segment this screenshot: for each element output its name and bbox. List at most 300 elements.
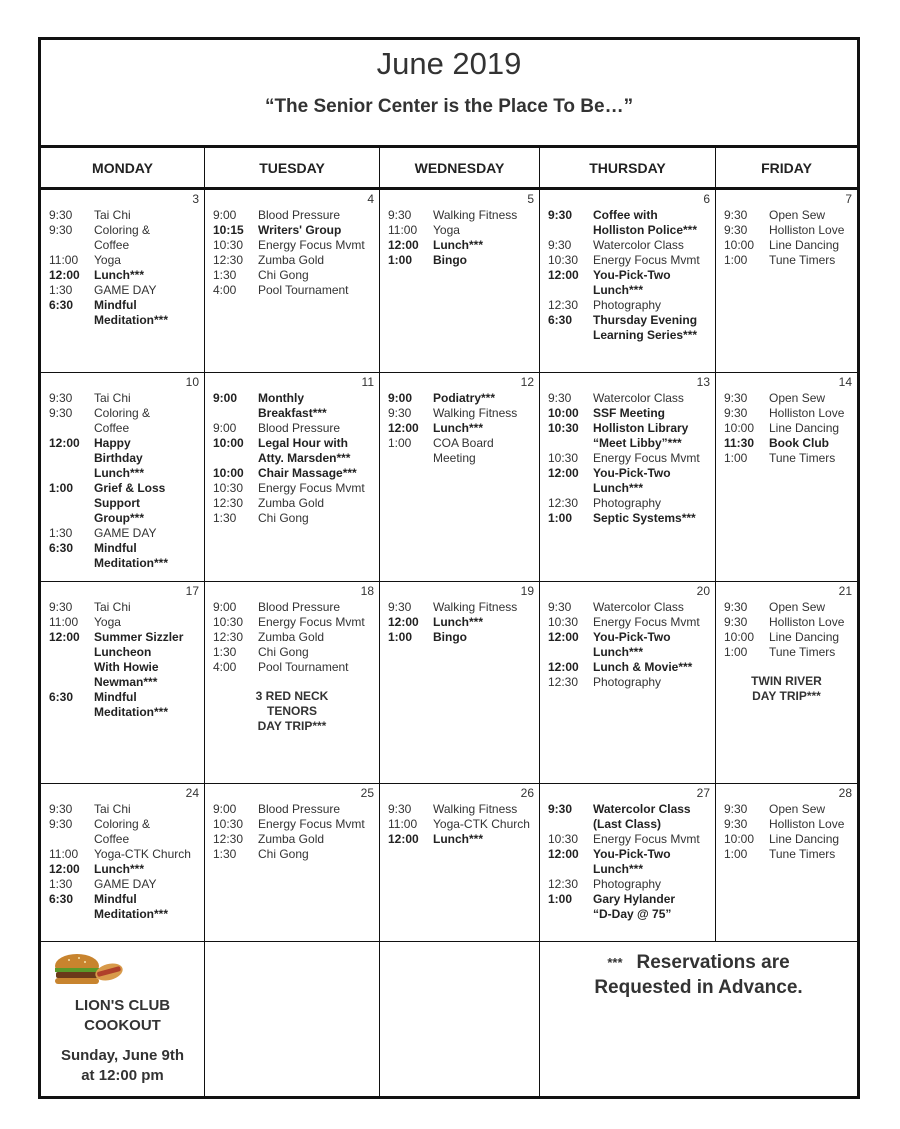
event-item xyxy=(49,313,200,328)
event-item xyxy=(49,675,200,690)
event-title: Zumba Gold xyxy=(258,496,325,510)
event-time xyxy=(548,436,593,451)
event-time: 4:00 xyxy=(213,283,237,297)
event-item xyxy=(548,208,711,223)
event-time: 9:30 xyxy=(724,802,748,816)
event-title: Zumba Gold xyxy=(258,832,325,846)
day-cell xyxy=(716,784,857,942)
event-title: Energy Focus Mvmt xyxy=(258,817,365,831)
event-time: 9:00 xyxy=(213,802,237,816)
event-time: 11:00 xyxy=(388,817,418,831)
cookout-title-line1: LION'S CLUB xyxy=(74,997,171,1014)
event-item xyxy=(49,817,200,832)
event-title: You-Pick-Two xyxy=(593,466,671,480)
event-time: 1:30 xyxy=(213,847,237,861)
burger-icon xyxy=(49,950,125,990)
event-title: You-Pick-Two xyxy=(593,630,671,644)
event-time: 9:30 xyxy=(49,817,73,831)
event-item xyxy=(49,481,200,496)
day-cell xyxy=(205,582,380,784)
day-number: 28 xyxy=(838,786,852,800)
event-title: Septic Systems*** xyxy=(593,511,696,525)
event-item xyxy=(548,660,711,675)
event-title: Meditation*** xyxy=(94,313,169,327)
day-cell xyxy=(380,373,540,582)
event-item xyxy=(548,436,711,451)
event-title: Mindful xyxy=(94,298,137,312)
event-time: 1:00 xyxy=(724,645,748,659)
event-title: Line Dancing xyxy=(769,630,840,644)
event-item xyxy=(49,541,200,556)
event-title: GAME DAY xyxy=(94,283,157,297)
event-time: 11:00 xyxy=(49,847,79,861)
event-item xyxy=(548,862,711,877)
day-number: 4 xyxy=(367,192,374,206)
event-time: 1:30 xyxy=(49,877,73,891)
event-time: 6:30 xyxy=(49,298,74,312)
day-number: 3 xyxy=(192,192,199,206)
event-item xyxy=(548,481,711,496)
event-title: Chi Gong xyxy=(258,847,309,861)
event-title: GAME DAY xyxy=(94,526,157,540)
event-time: 9:30 xyxy=(388,802,412,816)
event-item xyxy=(548,313,711,328)
calendar-page xyxy=(38,37,860,1099)
event-title: Chi Gong xyxy=(258,268,309,282)
event-item xyxy=(49,298,200,313)
event-item xyxy=(213,660,375,675)
event-item xyxy=(213,832,375,847)
event-item xyxy=(548,802,711,817)
reservation-note xyxy=(540,950,857,1000)
event-item xyxy=(548,645,711,660)
event-item xyxy=(724,802,853,817)
event-item xyxy=(724,847,853,862)
event-list xyxy=(724,600,853,660)
event-time: 12:30 xyxy=(213,630,244,644)
day-cell xyxy=(41,373,205,582)
event-time: 9:30 xyxy=(548,238,572,252)
event-list xyxy=(724,802,853,862)
event-title: Pool Tournament xyxy=(258,283,349,297)
day-trip-note-line: 3 RED NECK xyxy=(255,689,329,703)
event-item xyxy=(49,690,200,705)
event-title: Birthday xyxy=(94,451,143,465)
event-time: 1:30 xyxy=(49,526,73,540)
event-item xyxy=(724,615,853,630)
day-trip-note-line: DAY TRIP*** xyxy=(257,719,327,733)
day-number: 25 xyxy=(360,786,374,800)
event-title: Tai Chi xyxy=(94,391,131,405)
event-list xyxy=(213,208,375,298)
event-title: Photography xyxy=(593,675,662,689)
event-title: Watercolor Class xyxy=(593,600,684,614)
event-time: 11:00 xyxy=(388,223,418,237)
event-title: Coloring & xyxy=(94,817,151,831)
event-title: Coffee xyxy=(94,238,130,252)
event-item xyxy=(548,847,711,862)
event-time: 10:30 xyxy=(213,817,244,831)
event-title: Holliston Love xyxy=(769,406,845,420)
event-title: Walking Fitness xyxy=(433,208,518,222)
event-item xyxy=(49,630,200,645)
event-time: 11:30 xyxy=(724,436,755,450)
event-item xyxy=(548,877,711,892)
event-time: 1:00 xyxy=(388,436,412,450)
event-list xyxy=(213,391,375,526)
day-trip-note-line: TENORS xyxy=(266,704,317,718)
event-item xyxy=(548,421,711,436)
event-time: 10:00 xyxy=(548,406,579,420)
event-title: Yoga xyxy=(94,615,121,629)
event-title: Blood Pressure xyxy=(258,802,341,816)
day-trip-note-line: TWIN RIVER xyxy=(751,674,822,688)
event-item xyxy=(49,660,200,675)
event-title: Meditation*** xyxy=(94,556,169,570)
event-item xyxy=(388,832,535,847)
event-item xyxy=(213,451,375,466)
event-time: 10:30 xyxy=(548,451,579,465)
event-title: Open Sew xyxy=(769,391,826,405)
event-title: Lunch*** xyxy=(593,283,644,297)
event-item xyxy=(388,223,535,238)
event-time xyxy=(49,832,94,847)
event-time: 9:00 xyxy=(213,391,238,405)
event-item xyxy=(724,451,853,466)
event-item xyxy=(213,283,375,298)
event-item xyxy=(548,451,711,466)
event-time: 11:00 xyxy=(49,615,79,629)
cookout-cell xyxy=(41,942,205,1096)
event-title: Lunch*** xyxy=(433,832,484,846)
event-title: Energy Focus Mvmt xyxy=(593,832,700,846)
event-item xyxy=(49,466,200,481)
event-item xyxy=(213,481,375,496)
event-title: Lunch*** xyxy=(433,238,484,252)
event-item xyxy=(213,645,375,660)
event-time xyxy=(49,466,94,481)
event-title: Watercolor Class xyxy=(593,391,684,405)
event-time: 9:30 xyxy=(388,208,412,222)
event-time: 6:30 xyxy=(49,541,74,555)
event-title: Coffee xyxy=(94,832,130,846)
event-item xyxy=(548,907,711,922)
event-title: Book Club xyxy=(769,436,829,450)
event-title: Lunch*** xyxy=(94,268,145,282)
event-item xyxy=(548,298,711,313)
reservation-line1: Reservations are xyxy=(636,952,790,973)
event-title: “Meet Libby”*** xyxy=(593,436,682,450)
event-time: 9:30 xyxy=(49,600,73,614)
event-time: 9:00 xyxy=(388,391,413,405)
event-time: 10:30 xyxy=(548,253,579,267)
event-item xyxy=(724,600,853,615)
event-title: Yoga-CTK Church xyxy=(433,817,530,831)
event-time xyxy=(49,511,94,526)
event-time xyxy=(213,451,258,466)
event-item xyxy=(49,556,200,571)
event-title: Photography xyxy=(593,298,662,312)
day-cell xyxy=(41,784,205,942)
event-title: SSF Meeting xyxy=(593,406,666,420)
day-number: 7 xyxy=(845,192,852,206)
event-item xyxy=(49,645,200,660)
event-time: 10:00 xyxy=(213,466,244,480)
title-box xyxy=(41,40,857,148)
event-title: Chair Massage*** xyxy=(258,466,357,480)
day-trip-note xyxy=(205,689,379,734)
event-item xyxy=(724,817,853,832)
event-title: Lunch & Movie*** xyxy=(593,660,693,674)
event-title: Yoga xyxy=(433,223,460,237)
event-title: Meditation*** xyxy=(94,907,169,921)
event-title: Tai Chi xyxy=(94,600,131,614)
event-item xyxy=(388,817,535,832)
weekday-header-tuesday: TUESDAY xyxy=(205,148,380,190)
event-time: 1:00 xyxy=(724,451,748,465)
event-item xyxy=(548,817,711,832)
event-time: 1:00 xyxy=(388,253,413,267)
event-time: 9:30 xyxy=(548,391,572,405)
event-item xyxy=(548,675,711,690)
event-title: Mindful xyxy=(94,892,137,906)
event-item xyxy=(548,832,711,847)
event-title: Podiatry*** xyxy=(433,391,496,405)
event-time: 9:30 xyxy=(548,802,573,816)
event-title: Coloring & xyxy=(94,223,151,237)
event-item xyxy=(724,630,853,645)
event-time: 1:00 xyxy=(548,511,573,525)
event-item xyxy=(388,253,535,268)
weekday-header-thursday: THURSDAY xyxy=(540,148,716,190)
event-time: 9:30 xyxy=(49,802,73,816)
event-title: Walking Fitness xyxy=(433,406,518,420)
event-item xyxy=(49,877,200,892)
event-title: Chi Gong xyxy=(258,645,309,659)
event-title: Atty. Marsden*** xyxy=(258,451,351,465)
event-title: Holliston Love xyxy=(769,615,845,629)
event-item xyxy=(724,421,853,436)
event-time: 4:00 xyxy=(213,660,237,674)
event-time: 12:00 xyxy=(548,466,579,480)
event-item xyxy=(388,600,535,615)
day-cell xyxy=(716,190,857,373)
event-title: Meeting xyxy=(433,451,476,465)
event-item xyxy=(213,817,375,832)
event-item xyxy=(213,615,375,630)
event-title: Breakfast*** xyxy=(258,406,327,420)
event-title: Bingo xyxy=(433,253,467,267)
event-time: 12:00 xyxy=(49,862,80,876)
event-title: Lunch*** xyxy=(593,862,644,876)
event-item xyxy=(548,466,711,481)
event-time: 12:00 xyxy=(49,436,80,450)
day-cell xyxy=(380,190,540,373)
day-cell xyxy=(540,582,716,784)
event-item xyxy=(213,630,375,645)
event-time: 10:00 xyxy=(213,436,244,450)
event-title: Summer Sizzler xyxy=(94,630,184,644)
event-time: 10:00 xyxy=(724,238,755,252)
day-number: 11 xyxy=(361,375,374,389)
event-item xyxy=(724,208,853,223)
event-item xyxy=(213,223,375,238)
event-list xyxy=(724,208,853,268)
event-title: Blood Pressure xyxy=(258,600,341,614)
event-title: Energy Focus Mvmt xyxy=(258,481,365,495)
event-item xyxy=(724,238,853,253)
event-title: Chi Gong xyxy=(258,511,309,525)
day-cell xyxy=(540,190,716,373)
event-item xyxy=(49,208,200,223)
event-item xyxy=(548,496,711,511)
event-title: Watercolor Class xyxy=(593,238,684,252)
event-time: 10:30 xyxy=(213,238,244,252)
event-title: Line Dancing xyxy=(769,832,840,846)
event-item xyxy=(388,630,535,645)
event-title: Walking Fitness xyxy=(433,600,518,614)
event-time: 12:00 xyxy=(548,847,579,861)
event-item xyxy=(49,862,200,877)
event-time: 9:30 xyxy=(388,600,412,614)
event-item xyxy=(213,511,375,526)
event-list xyxy=(49,208,200,328)
event-title: Legal Hour with xyxy=(258,436,348,450)
event-time xyxy=(548,283,593,298)
event-title: Photography xyxy=(593,877,662,891)
event-time xyxy=(548,481,593,496)
event-title: Holliston Love xyxy=(769,817,845,831)
event-list xyxy=(548,391,711,526)
day-cell xyxy=(716,373,857,582)
empty-cell xyxy=(380,942,540,1096)
event-title: Holliston Love xyxy=(769,223,845,237)
event-time: 10:30 xyxy=(213,615,244,629)
event-item xyxy=(49,283,200,298)
event-title: Mindful xyxy=(94,690,137,704)
event-time: 10:00 xyxy=(724,630,755,644)
event-title: Lunch*** xyxy=(433,421,484,435)
day-cell xyxy=(205,190,380,373)
day-number: 27 xyxy=(696,786,710,800)
event-time xyxy=(49,675,94,690)
event-title: Lunch*** xyxy=(593,481,644,495)
event-time xyxy=(548,862,593,877)
event-item xyxy=(49,615,200,630)
event-title: Lunch*** xyxy=(593,645,644,659)
event-time: 10:30 xyxy=(548,615,579,629)
event-item xyxy=(49,892,200,907)
event-item xyxy=(388,391,535,406)
event-time xyxy=(49,660,94,675)
event-title: Watercolor Class xyxy=(593,802,691,816)
event-time xyxy=(49,313,94,328)
day-trip-note xyxy=(716,674,857,704)
reservation-cell xyxy=(540,942,857,1096)
reservation-line2: Requested in Advance. xyxy=(594,977,803,998)
event-title: Coffee xyxy=(94,421,130,435)
event-time: 6:30 xyxy=(49,892,74,906)
event-time: 9:30 xyxy=(388,406,412,420)
event-title: Tai Chi xyxy=(94,802,131,816)
event-title: Pool Tournament xyxy=(258,660,349,674)
event-title: You-Pick-Two xyxy=(593,847,671,861)
day-cell xyxy=(205,784,380,942)
event-title: Photography xyxy=(593,496,662,510)
day-number: 19 xyxy=(520,584,534,598)
event-title: Yoga xyxy=(94,253,121,267)
event-title: Luncheon xyxy=(94,645,152,659)
event-item xyxy=(49,832,200,847)
event-time: 9:30 xyxy=(724,600,748,614)
event-title: Tune Timers xyxy=(769,451,836,465)
event-list xyxy=(548,600,711,690)
event-title: Group*** xyxy=(94,511,145,525)
day-cell xyxy=(41,190,205,373)
event-item xyxy=(213,421,375,436)
event-time: 9:30 xyxy=(49,208,73,222)
event-item xyxy=(49,802,200,817)
event-title: Learning Series*** xyxy=(593,328,698,342)
page-title: June 2019 xyxy=(376,46,522,81)
event-list xyxy=(213,802,375,862)
event-item xyxy=(548,391,711,406)
event-item xyxy=(213,847,375,862)
event-item xyxy=(388,615,535,630)
event-item xyxy=(724,436,853,451)
event-time xyxy=(49,705,94,720)
event-list xyxy=(724,391,853,466)
empty-cell xyxy=(205,942,380,1096)
event-item xyxy=(49,436,200,451)
event-time xyxy=(388,451,433,466)
event-item xyxy=(213,391,375,406)
event-title: Monthly xyxy=(258,391,304,405)
event-time: 1:00 xyxy=(724,253,748,267)
event-time xyxy=(49,496,94,511)
event-title: Lunch*** xyxy=(94,862,145,876)
event-title: Energy Focus Mvmt xyxy=(258,238,365,252)
event-time: 9:30 xyxy=(724,817,748,831)
event-title: Writers' Group xyxy=(258,223,342,237)
event-time xyxy=(548,907,593,922)
day-number: 18 xyxy=(360,584,374,598)
cookout-time: at 12:00 pm xyxy=(81,1067,164,1084)
day-cell xyxy=(380,582,540,784)
day-cell xyxy=(716,582,857,784)
event-list xyxy=(388,802,535,847)
event-time: 12:00 xyxy=(548,268,579,282)
event-time: 12:30 xyxy=(213,496,244,510)
event-item xyxy=(548,268,711,283)
event-item xyxy=(49,253,200,268)
event-title: You-Pick-Two xyxy=(593,268,671,282)
event-title: Thursday Evening xyxy=(593,313,698,327)
event-title: Tune Timers xyxy=(769,645,836,659)
event-time: 1:30 xyxy=(213,268,237,282)
event-title: GAME DAY xyxy=(94,877,157,891)
event-time: 1:30 xyxy=(213,645,237,659)
event-time: 12:30 xyxy=(213,832,244,846)
event-time: 12:30 xyxy=(213,253,244,267)
event-item xyxy=(49,421,200,436)
event-title: Newman*** xyxy=(94,675,158,689)
event-item xyxy=(388,436,535,451)
event-time: 10:00 xyxy=(724,421,755,435)
event-time: 9:30 xyxy=(724,391,748,405)
event-time: 12:30 xyxy=(548,877,579,891)
event-item xyxy=(49,238,200,253)
